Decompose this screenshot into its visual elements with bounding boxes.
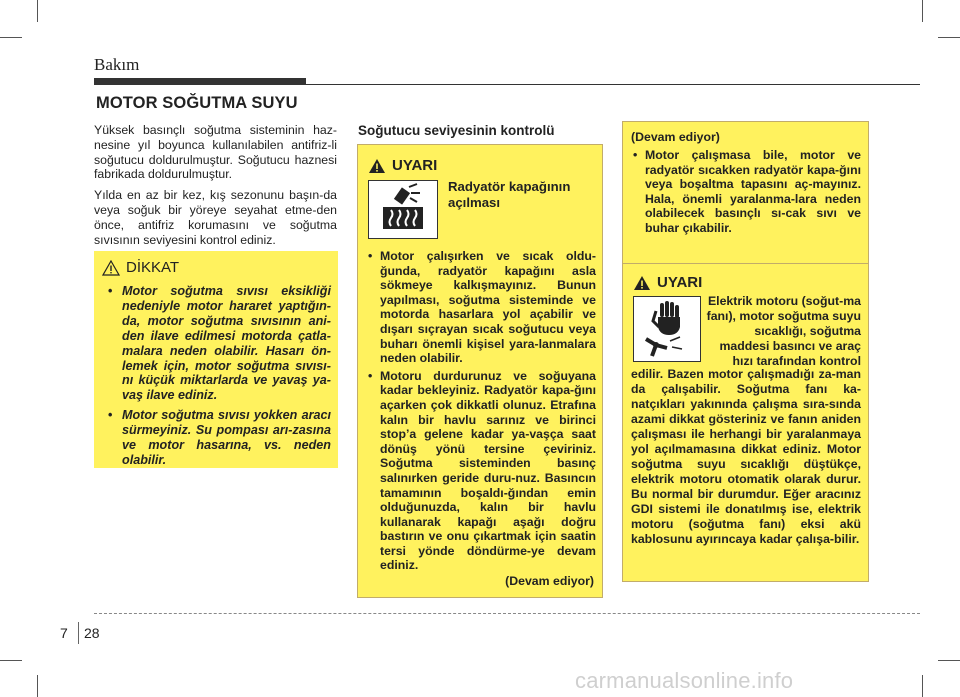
crop-mark <box>922 0 923 22</box>
section-number: 7 <box>60 625 68 641</box>
warning-triangle-icon <box>633 275 651 291</box>
warning-list <box>366 249 596 576</box>
fan-hand-warning-icon <box>633 296 701 362</box>
crop-mark <box>922 675 923 697</box>
continued-title: (Devam ediyor) <box>631 130 720 144</box>
radiator-warning-icon-graphic <box>369 181 437 238</box>
warning-label: UYARI <box>657 274 703 291</box>
warning-body-text: edilir. Bazen motor çalışmadığı za-man da çalışabilir. Soğutma fanı ka-natçıkları yakınında çalışma sıra-sında azami dikkat gösteriniz ve fanın aniden çalışması ile herhangi bir yaralanmaya yol açılmamasına dikkat ediniz. Motor soğutma suyu sıcaklığı düştükçe, elektrik motoru otomatik olarak durur. Bu normal bir durumdur. Eğer aracınız GDI sistemi ile donatılmış ise, elektrik motoru (soğutma fanı) eksi akü kablosunu ayırıncaya kadar çalışa-bilir. <box>631 367 861 546</box>
crop-mark <box>938 660 960 661</box>
warning-side-text: Elektrik motoru (soğut-ma fanı), motor soğutma suyu sıcaklığı, soğutma maddesi basıncı ve araç hızı tarafından kontrol <box>706 294 861 368</box>
crop-mark <box>0 660 22 661</box>
continued-note: (Devam ediyor) <box>505 574 594 588</box>
fan-hand-warning-icon-graphic <box>634 297 700 361</box>
warning-subtitle: Radyatör kapağının açılması <box>448 179 571 210</box>
warning-header <box>633 274 702 291</box>
page-title: MOTOR SOĞUTMA SUYU <box>96 94 298 112</box>
section-heading: Soğutucu seviyesinin kontrolü <box>358 123 555 138</box>
warning-header <box>368 157 437 174</box>
list-item: • Motoru durdurunuz ve soğuyana kadar bekleyiniz. Radyatör kapa-ğını açarken çok dikkatli olunuz. Etrafına kalın bir havlu sarınız ve birinci stop’a gelene kadar ya-vaşça saat dönüş yönü tersine çeviriniz. Soğutma sisteminden basınç salınırken geride duru-nuz. Basıncın tamamının boşaldı-ğından emin olduğunuzda, kalın bir havlu kullanarak kapağı aşağı doğru bastırın ve onu çıkartmak için saatin tersi yönde döndürme-ye devam ediniz. <box>366 369 596 573</box>
warning-label: UYARI <box>392 157 438 174</box>
header-rule <box>94 84 920 85</box>
footer-rule <box>94 613 920 614</box>
caution-list <box>102 284 331 473</box>
caution-title: DİKKAT <box>126 259 180 276</box>
list-item: • Motor çalışmasa bile, motor ve radyatör sıcakken radyatör kapa-ğını veya boşaltma tapasını aç-mayınız. Hala, önemli yaralanma-lara neden olabilecek basınçlı sı-cak sıvı ve buhar çıkabilir. <box>631 148 861 236</box>
intro-text <box>94 123 337 253</box>
crop-mark <box>938 37 960 38</box>
radiator-warning-icon <box>368 180 438 239</box>
warning-box <box>622 263 869 582</box>
warning-box <box>357 144 603 598</box>
caution-box <box>94 251 338 468</box>
header-rule-accent <box>94 78 306 84</box>
section-label: Bakım <box>94 55 140 74</box>
caution-header <box>102 259 179 276</box>
crop-mark <box>0 37 22 38</box>
caution-triangle-icon <box>102 260 120 276</box>
list-item: • Motor soğutma sıvısı yokken aracı sürmeyiniz. Su pompası arı-zasına ve motor hasarına, vs. neden olabilir. <box>102 408 331 468</box>
continued-list <box>631 148 861 239</box>
warning-triangle-icon <box>368 158 386 174</box>
crop-mark <box>37 675 38 697</box>
intro-paragraph: Yüksek basınçlı soğutma sisteminin haz-nesine yıl boyunca kullanılabilen antifriz-li soğutucu doldurulmuştur. Soğutucu haznesi fabrikada doldurulmuştur. <box>94 123 337 182</box>
intro-paragraph: Yılda en az bir kez, kış sezonunu başın-da veya soğuk bir yöreye seyahat etme-den önce, antifriz korumasını ve soğutma sıvısının seviyesini kontrol ediniz. <box>94 188 337 247</box>
crop-mark <box>37 0 38 22</box>
page-number: 28 <box>84 625 100 641</box>
page-number-divider <box>78 622 79 644</box>
list-item: • Motor soğutma sıvısı eksikliği nedeniyle motor hararet yaptığın-da, motor soğutma sıvısının ani-den ilave edilmesi motorda çatla-malara neden olabilir. Hasarı ön-lemek için, motor soğutma sıvısı-nı küçük miktarlarda ve yavaş ya-vaş ilave ediniz. <box>102 284 331 403</box>
continued-box <box>622 121 869 274</box>
watermark: carmanualsonline.info <box>575 668 794 693</box>
list-item: • Motor çalışırken ve sıcak oldu-ğunda, radyatör kapağını asla sökmeye kalkışmayınız. Bunun yapılması, soğutma sisteminde ve motorda hasarlara yol açabilir ve dışarı sıçrayan sıcak soğutucu veya buharı önemli kişisel yara-lanmalara neden olabilir. <box>366 249 596 366</box>
